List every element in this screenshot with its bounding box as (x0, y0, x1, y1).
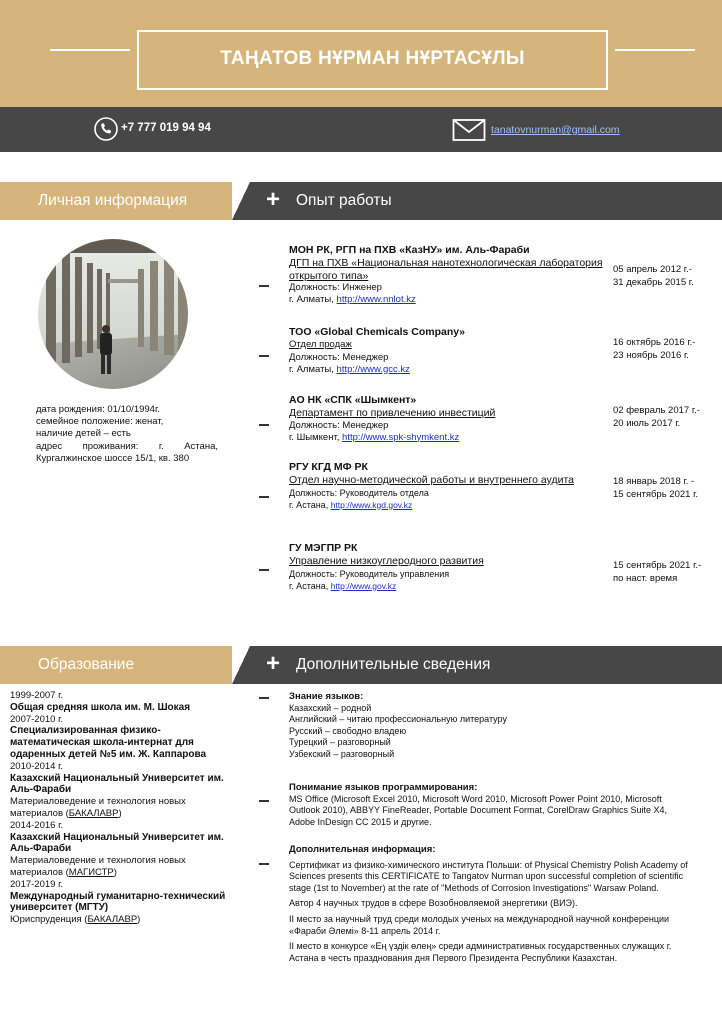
languages-title: Знание языков: (289, 691, 364, 702)
section-additional-title: Дополнительные сведения (296, 656, 491, 673)
plus-icon: + (266, 186, 281, 213)
education-list (10, 690, 230, 926)
experience-city: г. Алматы, (289, 363, 337, 375)
education-years: 2010-2014 г. (10, 760, 64, 772)
date-from: 15 сентябрь 2021 г.- (613, 560, 702, 571)
header-line-right (615, 49, 695, 51)
experience-dates (613, 476, 721, 501)
additional-info-item: II место в конкурсе «Ең үздік өлең» среди административных государственных служащих г. Астана в честь празднования дня Первого Президента Республики Казахстан. (289, 941, 672, 963)
marital-status: семейное положение: женат, (36, 416, 164, 428)
profile-photo (38, 239, 188, 389)
languages-block (289, 691, 709, 761)
section-personal-title: Личная информация (0, 182, 232, 220)
education-field: Материаловедение и технология новых материалов (МАГИСТР) (10, 855, 186, 878)
experience-dept: Отдел научно-методической работы и внутреннего аудита (289, 474, 574, 486)
experience-org: МОН РК, РГП на ПХВ «КазНУ» им. Аль-Фараби (289, 244, 530, 256)
education-item (10, 714, 230, 761)
education-field: Юриспруденция (БАКАЛАВР) (10, 914, 141, 926)
mail-icon (452, 118, 486, 142)
education-item (10, 761, 230, 820)
experience-city: г. Шымкент, (289, 431, 343, 443)
education-item (10, 690, 230, 714)
experience-item (289, 244, 609, 306)
date-to: 23 ноябрь 2016 г. (613, 349, 689, 361)
phone-icon (94, 117, 118, 141)
experience-location (289, 294, 609, 306)
education-school: Казахский Национальный Университет им. Аль-Фараби (10, 772, 224, 796)
education-years: 2017-2019 г. (10, 878, 64, 890)
programming-text: MS Office (Microsoft Excel 2010, Microsoft Word 2010, Microsoft Power Point 2010, Microsoft Outlook 2010), ABBYY FineReader, Portable Document Format, CorelDraw Graphics Suite X4, Adobe InDesign CC 2015 и другие. (289, 793, 668, 827)
programming-block (289, 782, 689, 828)
bullet-dash (259, 424, 269, 426)
experience-position: Должность: Менеджер (289, 351, 389, 363)
education-school: Специализированная физико-математическая школа-интернат для одаренных детей №5 им. Ж. Каппарова (10, 725, 207, 760)
date-from: 16 октябрь 2016 г.- (613, 337, 696, 348)
date-to: по наст. время (613, 572, 678, 584)
experience-position: Должность: Руководитель отдела (289, 487, 429, 498)
experience-dates (613, 264, 721, 289)
experience-dates (613, 337, 721, 362)
bullet-dash (259, 355, 269, 357)
education-degree: БАКАЛАВР (68, 807, 119, 819)
section-experience-header (250, 182, 722, 220)
additional-info-item: Сертификат из физико-химического института Польши: of Physical Chemistry Polish Academy of Sciences presents this CERTIFICATE to Tangatov Nurman upon successful completion of scientific stage (1st to November) at the rate of "Methods of Corrosion Investigations" Warsaw Poland. (289, 859, 688, 893)
experience-dept: Отдел продаж (289, 339, 352, 350)
language-item: Английский – читаю профессиональную литературу (289, 714, 507, 725)
additional-info-block (289, 844, 701, 968)
additional-info-title: Дополнительная информация: (289, 844, 436, 855)
education-years: 2007-2010 г. (10, 713, 64, 725)
bullet-dash (259, 285, 269, 287)
section-divider (232, 646, 250, 684)
experience-item (289, 394, 609, 444)
birth-date: дата рождения: 01/10/1994г. (36, 404, 160, 415)
address: адрес проживания: г. Астана, Кургалжинское шоссе 15/1, кв. 380 (36, 440, 218, 464)
section-additional-header (250, 646, 722, 684)
phone-number[interactable]: +7 777 019 94 94 (121, 122, 211, 134)
section-header-row-1 (0, 182, 722, 220)
section-education-title: Образование (0, 646, 232, 684)
experience-url[interactable]: http://www.nnlot.kz (336, 294, 416, 305)
education-degree: БАКАЛАВР (87, 914, 138, 926)
language-item: Турецкий – разговорный (289, 737, 391, 748)
experience-position: Должность: Инженер (289, 282, 382, 293)
education-field-text: Юриспруденция ( (10, 914, 88, 926)
experience-item (289, 326, 609, 376)
email-link[interactable]: tanatovnurman@gmail.com (491, 124, 620, 136)
experience-location (289, 580, 609, 592)
experience-dept: Департамент по привлечению инвестиций (289, 407, 496, 419)
language-item: Узбекский – разговорный (289, 748, 395, 759)
section-header-row-2 (0, 646, 722, 684)
date-to: 20 июль 2017 г. (613, 417, 681, 429)
additional-info-item: Автор 4 научных трудов в сфере Возобновляемой энергетики (ВИЭ). (289, 898, 578, 909)
experience-dates (613, 560, 721, 585)
education-field-text: Материаловедение и технология новых материалов ( (10, 796, 186, 819)
date-from: 05 апрель 2012 г.- (613, 264, 692, 275)
education-degree: МАГИСТР (68, 866, 114, 878)
experience-url[interactable]: http://www.spk-shymkent.kz (342, 431, 460, 443)
personal-info (36, 404, 218, 465)
experience-org: АО НК «СПК «Шымкент» (289, 394, 417, 406)
language-item: Казахский – родной (289, 702, 372, 713)
education-years: 1999-2007 г. (10, 690, 64, 701)
experience-position: Должность: Руководитель управления (289, 568, 450, 579)
bullet-dash (259, 569, 269, 571)
experience-url[interactable]: http://www.kgd.gov.kz (330, 499, 413, 510)
children: наличие детей – есть (36, 428, 131, 440)
experience-dates (613, 405, 721, 430)
experience-city: г. Астана, (289, 499, 331, 510)
experience-item (289, 542, 609, 592)
experience-org: РГУ КГД МФ РК (289, 461, 368, 473)
bullet-dash (259, 496, 269, 498)
experience-location (289, 499, 609, 511)
experience-city: г. Алматы, (289, 294, 337, 305)
language-item: Русский – свободно владею (289, 725, 407, 736)
bullet-dash (259, 697, 269, 699)
education-item (10, 820, 230, 879)
date-to: 15 сентябрь 2021 г. (613, 488, 699, 500)
date-from: 18 январь 2018 г. - (613, 476, 695, 487)
section-experience-title: Опыт работы (296, 192, 392, 209)
header-line-left (50, 49, 130, 51)
experience-location (289, 364, 609, 376)
date-from: 02 февраль 2017 г.- (613, 405, 700, 416)
experience-url[interactable]: http://www.gov.kz (330, 580, 397, 591)
full-name: ТАҢАТОВ НҰРМАН НҰРТАСҰЛЫ (220, 48, 525, 69)
experience-location (289, 432, 609, 444)
additional-info-item: II место за научный труд среди молодых ученых на международной научной конференции «Фараби Әлемі» 8-11 апрель 2014 г. (289, 913, 670, 936)
experience-position: Должность: Менеджер (289, 419, 389, 431)
plus-icon: + (266, 650, 281, 677)
education-school: Общая средняя школа им. М. Шокая (10, 701, 191, 713)
experience-org: ГУ МЭГПР РК (289, 542, 358, 554)
education-school: Казахский Национальный Университет им. Аль-Фараби (10, 831, 224, 855)
bullet-dash (259, 800, 269, 802)
experience-city: г. Астана, (289, 580, 331, 591)
experience-dept: ДГП на ПХВ «Национальная нанотехнологическая лаборатория открытого типа» (289, 257, 603, 282)
experience-item (289, 461, 609, 511)
education-field-text: Материаловедение и технология новых материалов ( (10, 855, 186, 878)
experience-dept: Управление низкоуглеродного развития (289, 555, 484, 567)
education-school: Международный гуманитарно-технический университет (МГТУ) (10, 890, 226, 914)
experience-org: ТОО «Global Chemicals Company» (289, 326, 465, 338)
programming-title: Понимание языков программирования: (289, 782, 478, 793)
date-to: 31 декабрь 2015 г. (613, 276, 694, 288)
section-divider (232, 182, 250, 220)
education-years: 2014-2016 г. (10, 819, 64, 831)
experience-url[interactable]: http://www.gcc.kz (336, 363, 410, 375)
education-field: Материаловедение и технология новых материалов (БАКАЛАВР) (10, 796, 186, 819)
education-item (10, 879, 230, 926)
bullet-dash (259, 863, 269, 865)
